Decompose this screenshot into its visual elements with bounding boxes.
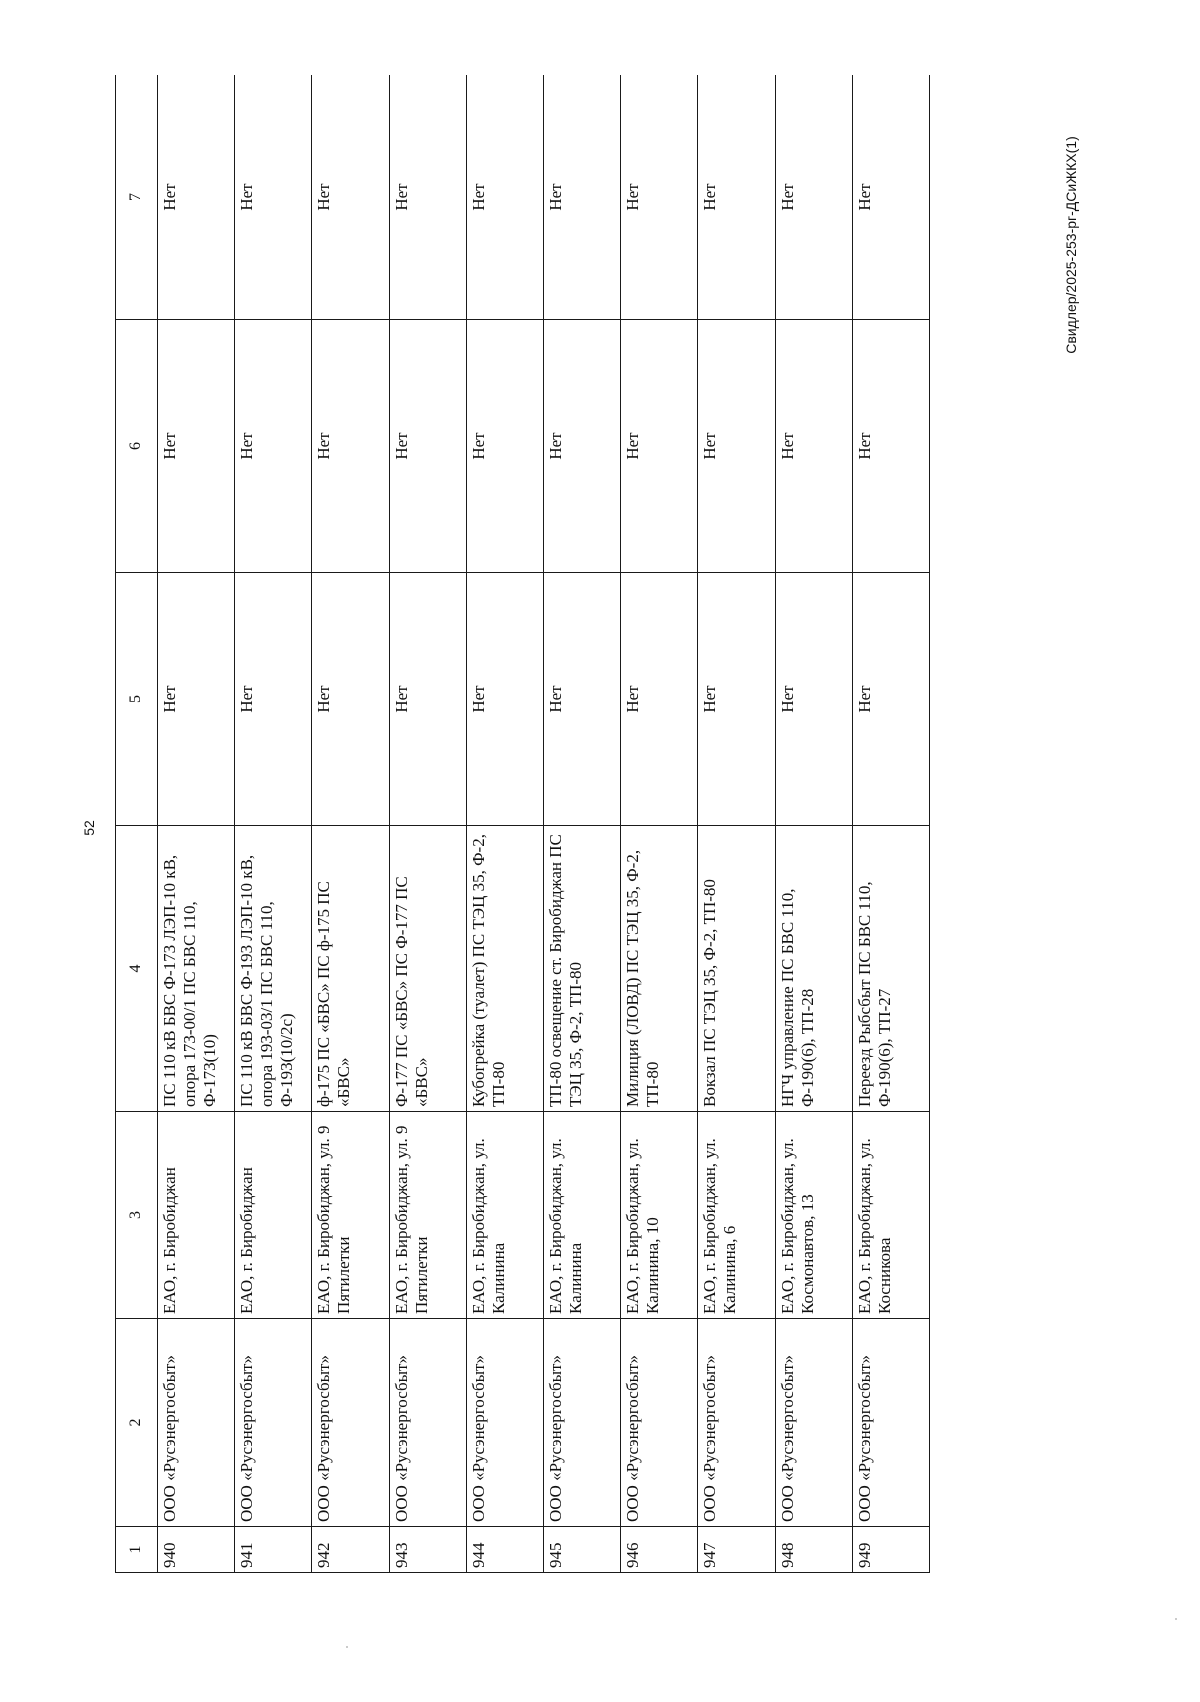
status-cell: Нет (466, 75, 543, 320)
address-cell: ЕАО, г. Биробиджан, ул. Калинина (543, 1112, 620, 1319)
row-number-cell: 943 (389, 1527, 466, 1573)
status-cell: Нет (621, 573, 698, 826)
column-header: 4 (116, 826, 158, 1112)
connection-point-cell: Ф-177 ПС «БВС» ПС Ф-177 ПС «БВС» (389, 826, 466, 1112)
status-cell: Нет (775, 75, 852, 320)
column-header: 3 (116, 1112, 158, 1319)
status-cell: Нет (235, 75, 312, 320)
organization-cell: ООО «Русэнергосбыт» (158, 1319, 235, 1527)
row-number-cell: 944 (466, 1527, 543, 1573)
status-cell: Нет (698, 75, 775, 320)
organization-cell: ООО «Русэнергосбыт» (775, 1319, 852, 1527)
organization-cell: ООО «Русэнергосбыт» (312, 1319, 389, 1527)
status-cell: Нет (698, 573, 775, 826)
status-cell: Нет (543, 75, 620, 320)
connection-point-cell: Вокзал ПС ТЭЦ 35, Ф-2, ТП-80 (698, 826, 775, 1112)
status-cell: Нет (775, 573, 852, 826)
row-number-cell: 942 (312, 1527, 389, 1573)
table-row (775, 75, 852, 1573)
status-cell: Нет (158, 320, 235, 573)
table-row (543, 75, 620, 1573)
address-cell: ЕАО, г. Биробиджан, ул. Калинина, 6 (698, 1112, 775, 1319)
row-number-cell: 947 (698, 1527, 775, 1573)
status-cell: Нет (852, 320, 929, 573)
connection-point-cell: Переезд Рыбсбыт ПС БВС 110, Ф-190(6), ТП-27 (852, 826, 929, 1112)
status-cell: Нет (389, 573, 466, 826)
connection-point-cell: НГЧ управление ПС БВС 110, Ф-190(6), ТП-28 (775, 826, 852, 1112)
column-header: 1 (116, 1527, 158, 1573)
data-table (115, 75, 930, 1573)
document-id: Свидлер/2025-253-рг-ДСиЖКХ(1) (1063, 136, 1079, 354)
row-number-cell: 945 (543, 1527, 620, 1573)
column-header: 2 (116, 1319, 158, 1527)
status-cell: Нет (158, 573, 235, 826)
connection-point-cell: ПС 110 кВ БВС Ф-193 ЛЭП-10 кВ, опора 193-03/1 ПС БВС 110, Ф-193(10/2с) (235, 826, 312, 1112)
connection-point-cell: ТП-80 освещение ст. Биробиджан ПС ТЭЦ 35, Ф-2, ТП-80 (543, 826, 620, 1112)
table-row (698, 75, 775, 1573)
table-row (852, 75, 929, 1573)
status-cell: Нет (389, 320, 466, 573)
status-cell: Нет (852, 75, 929, 320)
address-cell: ЕАО, г. Биробиджан, ул. Калинина, 10 (621, 1112, 698, 1319)
table-row (466, 75, 543, 1573)
row-number-cell: 948 (775, 1527, 852, 1573)
connection-point-cell: ф-175 ПС «БВС» ПС ф-175 ПС «БВС» (312, 826, 389, 1112)
address-cell: ЕАО, г. Биробиджан (158, 1112, 235, 1319)
row-number-cell: 940 (158, 1527, 235, 1573)
organization-cell: ООО «Русэнергосбыт» (852, 1319, 929, 1527)
status-cell: Нет (698, 320, 775, 573)
status-cell: Нет (543, 573, 620, 826)
status-cell: Нет (466, 573, 543, 826)
status-cell: Нет (621, 75, 698, 320)
status-cell: Нет (852, 573, 929, 826)
organization-cell: ООО «Русэнергосбыт» (698, 1319, 775, 1527)
status-cell: Нет (389, 75, 466, 320)
table-row (312, 75, 389, 1573)
address-cell: ЕАО, г. Биробиджан, ул. Косникова (852, 1112, 929, 1319)
table-container (115, 75, 930, 1573)
organization-cell: ООО «Русэнергосбыт» (543, 1319, 620, 1527)
column-header: 5 (116, 573, 158, 826)
row-number-cell: 949 (852, 1527, 929, 1573)
status-cell: Нет (235, 320, 312, 573)
page-number: 52 (81, 820, 97, 836)
column-header: 6 (116, 320, 158, 573)
table-row (389, 75, 466, 1573)
organization-cell: ООО «Русэнергосбыт» (389, 1319, 466, 1527)
connection-point-cell: ПС 110 кВ БВС Ф-173 ЛЭП-10 кВ, опора 173-00/1 ПС БВС 110, Ф-173(10) (158, 826, 235, 1112)
status-cell: Нет (621, 320, 698, 573)
status-cell: Нет (158, 75, 235, 320)
address-cell: ЕАО, г. Биробиджан, ул. 9 Пятилетки (389, 1112, 466, 1319)
organization-cell: ООО «Русэнергосбыт» (235, 1319, 312, 1527)
status-cell: Нет (775, 320, 852, 573)
status-cell: Нет (312, 320, 389, 573)
status-cell: Нет (312, 573, 389, 826)
status-cell: Нет (235, 573, 312, 826)
table-row (621, 75, 698, 1573)
table-row (235, 75, 312, 1573)
organization-cell: ООО «Русэнергосбыт» (466, 1319, 543, 1527)
connection-point-cell: Милиция (ЛОВД) ПС ТЭЦ 35, Ф-2, ТП-80 (621, 826, 698, 1112)
address-cell: ЕАО, г. Биробиджан, ул. 9 Пятилетки (312, 1112, 389, 1319)
scan-speck (346, 1646, 348, 1648)
scan-speck (1175, 1618, 1177, 1620)
address-cell: ЕАО, г. Биробиджан, ул. Калинина (466, 1112, 543, 1319)
header-row (116, 75, 158, 1573)
status-cell: Нет (312, 75, 389, 320)
table-row (158, 75, 235, 1573)
organization-cell: ООО «Русэнергосбыт» (621, 1319, 698, 1527)
address-cell: ЕАО, г. Биробиджан (235, 1112, 312, 1319)
status-cell: Нет (466, 320, 543, 573)
row-number-cell: 946 (621, 1527, 698, 1573)
row-number-cell: 941 (235, 1527, 312, 1573)
status-cell: Нет (543, 320, 620, 573)
connection-point-cell: Кубогрейка (туалет) ПС ТЭЦ 35, Ф-2, ТП-80 (466, 826, 543, 1112)
address-cell: ЕАО, г. Биробиджан, ул. Космонавтов, 13 (775, 1112, 852, 1319)
column-header: 7 (116, 75, 158, 320)
